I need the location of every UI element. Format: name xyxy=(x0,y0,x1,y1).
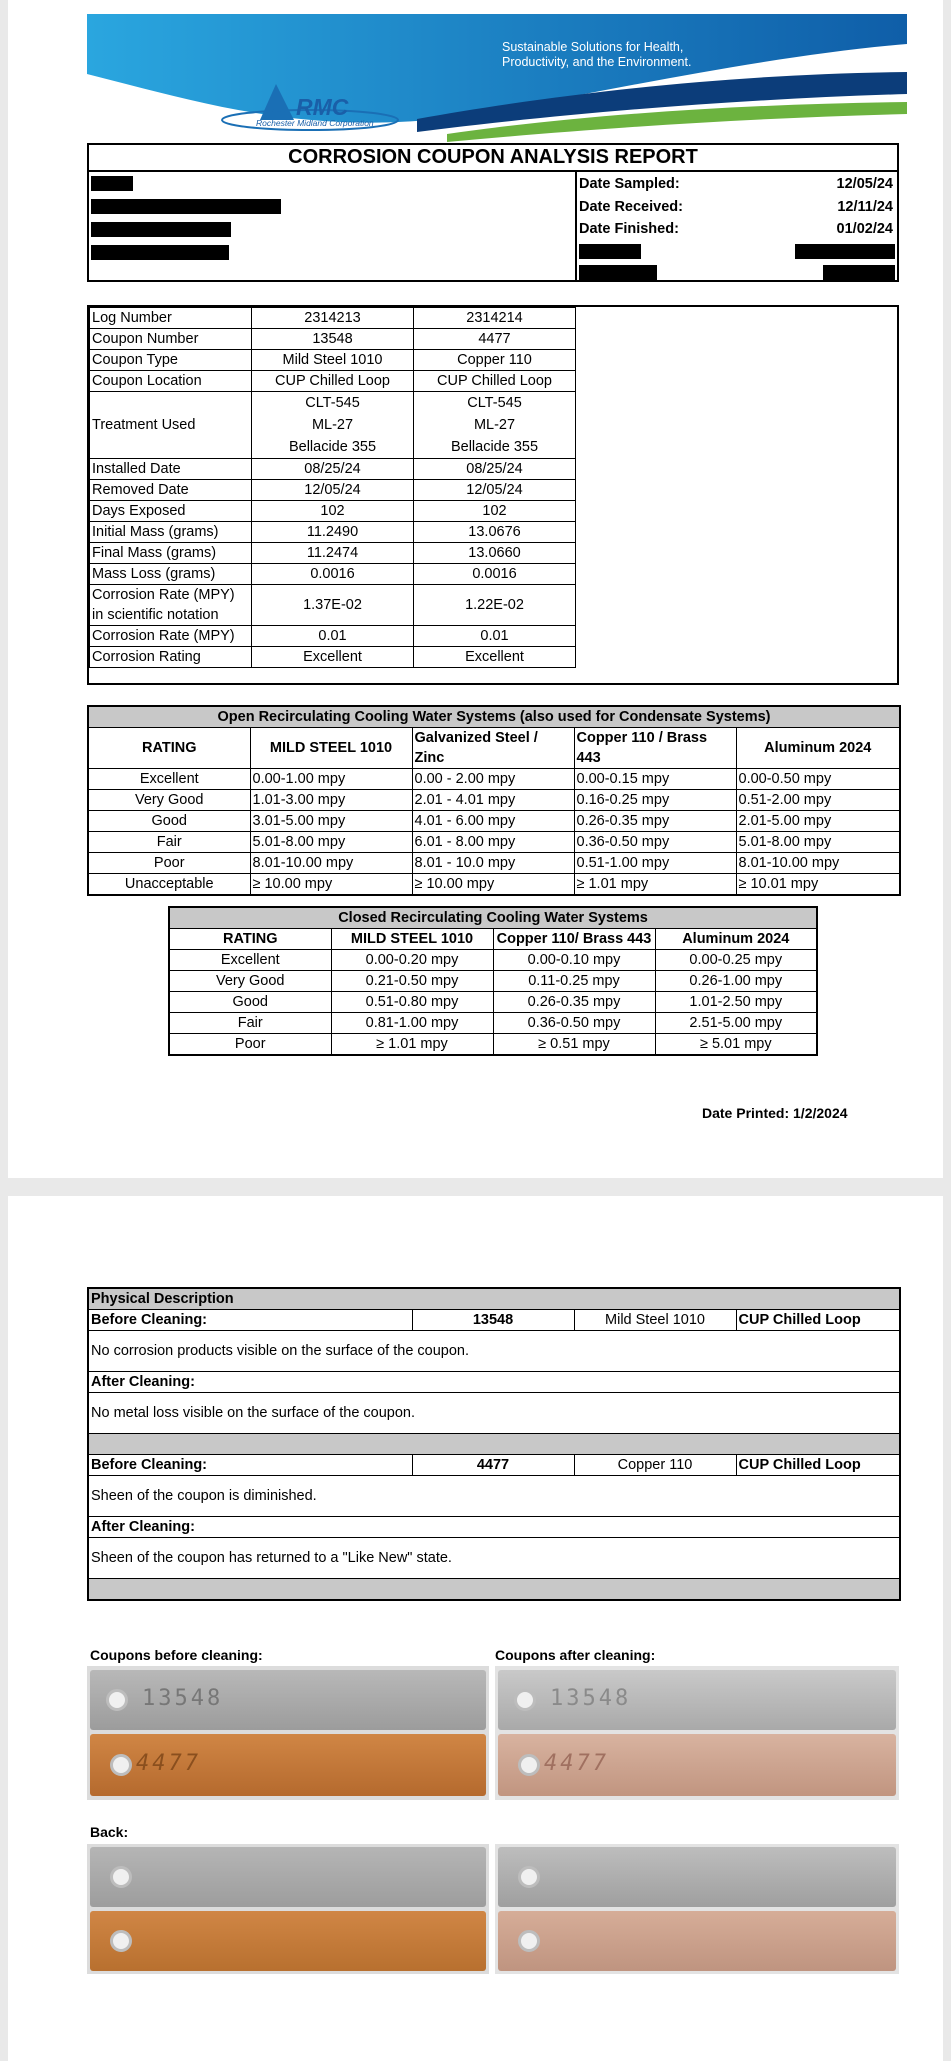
value-cell: 8.01-10.00 mpy xyxy=(250,853,412,874)
value-cell: 0.36-0.50 mpy xyxy=(574,832,736,853)
table-row xyxy=(88,853,900,874)
treatment-item: Bellacide 355 xyxy=(288,439,377,455)
mounting-hole-icon xyxy=(110,1930,132,1952)
date-finished-row xyxy=(579,218,893,241)
value-cell: 0.00-0.15 mpy xyxy=(574,769,736,790)
coupon-stamp: 13548 xyxy=(550,1686,632,1711)
tagline-line-2: Productivity, and the Environment. xyxy=(502,55,692,69)
column-header: MILD STEEL 1010 xyxy=(250,728,412,769)
coupons-after-photo xyxy=(495,1666,899,1800)
row-label: Installed Date xyxy=(90,459,252,480)
cell-coupon-a: 12/05/24 xyxy=(252,480,414,501)
column-header: Galvanized Steel / Zinc xyxy=(412,728,574,769)
table-row xyxy=(169,950,817,971)
treatment-item: ML-27 xyxy=(473,417,516,433)
coupons-back-after-photo xyxy=(495,1844,899,1974)
row-label: Initial Mass (grams) xyxy=(90,522,252,543)
table-row xyxy=(90,308,576,329)
table-row xyxy=(90,585,576,626)
report-title: CORROSION COUPON ANALYSIS REPORT xyxy=(89,145,897,172)
mounting-hole-icon xyxy=(106,1689,128,1711)
value-cell: 0.51-0.80 mpy xyxy=(331,992,493,1013)
before-photos-label: Coupons before cleaning: xyxy=(90,1647,263,1663)
value-cell: 0.00-0.20 mpy xyxy=(331,950,493,971)
gray-spacer xyxy=(88,1434,900,1455)
mounting-hole-icon xyxy=(110,1866,132,1888)
report-page-1 xyxy=(8,0,943,1178)
cell-coupon-b: 4477 xyxy=(414,329,576,350)
column-header: Aluminum 2024 xyxy=(655,929,817,950)
coupon-number: 4477 xyxy=(412,1455,574,1476)
rating-cell: Excellent xyxy=(88,769,250,790)
column-header: Copper 110/ Brass 443 xyxy=(493,929,655,950)
table-row xyxy=(90,350,576,371)
sci-label-2: in scientific notation xyxy=(92,607,219,623)
value-cell: ≥ 10.00 mpy xyxy=(412,874,574,896)
cell-coupon-b: 102 xyxy=(414,501,576,522)
redacted-block xyxy=(91,222,231,237)
coupon-stamp: 13548 xyxy=(142,1686,224,1711)
cell-coupon-a: 0.01 xyxy=(252,626,414,647)
value-cell: 5.01-8.00 mpy xyxy=(250,832,412,853)
table-row xyxy=(90,501,576,522)
before-description: Sheen of the coupon is diminished. xyxy=(88,1476,900,1517)
steel-coupon xyxy=(498,1847,896,1907)
value-cell: 1.01-2.50 mpy xyxy=(655,992,817,1013)
logo-subtext: Rochester Midland Corporation xyxy=(256,118,374,128)
cell-coupon-b: 12/05/24 xyxy=(414,480,576,501)
treatment-item: CLT-545 xyxy=(305,395,360,411)
cell-coupon-b: Copper 110 xyxy=(414,350,576,371)
mounting-hole-icon xyxy=(518,1754,540,1776)
date-finished-value: 01/02/24 xyxy=(836,221,893,237)
table-row xyxy=(90,459,576,480)
column-header: Aluminum 2024 xyxy=(736,728,900,769)
value-cell: ≥ 1.01 mpy xyxy=(574,874,736,896)
cell-coupon-a: 1.37E-02 xyxy=(252,585,414,626)
value-cell: 5.01-8.00 mpy xyxy=(736,832,900,853)
coupon-stamp: 4477 xyxy=(544,1751,609,1776)
after-description: Sheen of the coupon has returned to a "Like New" state. xyxy=(88,1538,900,1579)
rating-cell: Good xyxy=(169,992,331,1013)
redacted-block xyxy=(579,244,641,259)
table-title-row xyxy=(88,706,900,728)
value-cell: ≥ 0.51 mpy xyxy=(493,1034,655,1056)
logo-text: RMC xyxy=(296,94,349,120)
open-table-title: Open Recirculating Cooling Water Systems (also used for Condensate Systems) xyxy=(88,706,900,728)
redacted-block xyxy=(91,199,281,214)
coupon-data-box xyxy=(87,305,899,685)
treatment-item: ML-27 xyxy=(311,417,354,433)
table-row xyxy=(90,329,576,350)
coupon-location: CUP Chilled Loop xyxy=(736,1310,900,1331)
report-page-2 xyxy=(8,1196,943,2061)
treatment-item: CLT-545 xyxy=(467,395,522,411)
value-cell: 3.01-5.00 mpy xyxy=(250,811,412,832)
table-row xyxy=(88,1372,900,1393)
cell-coupon-a: Mild Steel 1010 xyxy=(252,350,414,371)
table-row xyxy=(88,1393,900,1434)
date-sampled-row xyxy=(579,173,893,196)
rating-cell: Excellent xyxy=(169,950,331,971)
cell-coupon-b: CUP Chilled Loop xyxy=(414,371,576,392)
row-label: Coupon Location xyxy=(90,371,252,392)
open-systems-table xyxy=(87,705,901,896)
value-cell: 8.01-10.00 mpy xyxy=(736,853,900,874)
value-cell: 2.01-5.00 mpy xyxy=(736,811,900,832)
row-label: Corrosion Rating xyxy=(90,647,252,668)
row-label: Coupon Type xyxy=(90,350,252,371)
header-divider xyxy=(575,170,577,280)
value-cell: 0.36-0.50 mpy xyxy=(493,1013,655,1034)
copper-coupon xyxy=(90,1911,486,1971)
cell-coupon-b: 13.0676 xyxy=(414,522,576,543)
redacted-block xyxy=(823,265,895,280)
rmc-logo xyxy=(220,76,410,134)
value-cell: ≥ 1.01 mpy xyxy=(331,1034,493,1056)
column-header: RATING xyxy=(88,728,250,769)
copper-coupon xyxy=(90,1734,486,1796)
after-cleaning-label: After Cleaning: xyxy=(88,1372,900,1393)
table-row xyxy=(90,392,576,459)
value-cell: 0.00-1.00 mpy xyxy=(250,769,412,790)
rating-cell: Very Good xyxy=(88,790,250,811)
mounting-hole-icon xyxy=(110,1754,132,1776)
gray-spacer xyxy=(88,1579,900,1601)
date-received-value: 12/11/24 xyxy=(837,198,893,215)
date-sampled-label: Date Sampled: xyxy=(579,176,680,192)
table-row xyxy=(90,564,576,585)
tagline-line-1: Sustainable Solutions for Health, xyxy=(502,40,684,54)
coupon-1-header-row xyxy=(88,1310,900,1331)
before-description: No corrosion products visible on the surface of the coupon. xyxy=(88,1331,900,1372)
coupons-back-before-photo xyxy=(87,1844,489,1974)
table-row xyxy=(88,790,900,811)
report-header-box xyxy=(87,143,899,282)
table-row xyxy=(88,1331,900,1372)
value-cell: ≥ 10.01 mpy xyxy=(736,874,900,896)
table-row xyxy=(169,992,817,1013)
coupon-stamp: 4477 xyxy=(136,1751,201,1776)
rating-cell: Fair xyxy=(169,1013,331,1034)
cell-treatment-b xyxy=(414,392,576,459)
before-cleaning-label: Before Cleaning: xyxy=(88,1310,412,1331)
table-row xyxy=(90,371,576,392)
sci-label-1: Corrosion Rate (MPY) xyxy=(92,587,235,603)
value-cell: 0.51-1.00 mpy xyxy=(574,853,736,874)
banner xyxy=(87,14,907,144)
cell-coupon-a: 102 xyxy=(252,501,414,522)
value-cell: 0.11-0.25 mpy xyxy=(493,971,655,992)
value-cell: 0.51-2.00 mpy xyxy=(736,790,900,811)
cell-coupon-a: 13548 xyxy=(252,329,414,350)
cell-coupon-b: 0.01 xyxy=(414,626,576,647)
after-cleaning-label: After Cleaning: xyxy=(88,1517,900,1538)
row-label: Corrosion Rate (MPY) xyxy=(90,626,252,647)
value-cell: ≥ 10.00 mpy xyxy=(250,874,412,896)
steel-coupon xyxy=(90,1847,486,1907)
before-cleaning-label: Before Cleaning: xyxy=(88,1455,412,1476)
closed-table-title: Closed Recirculating Cooling Water Systems xyxy=(169,907,817,929)
rating-cell: Very Good xyxy=(169,971,331,992)
cell-coupon-a: Excellent xyxy=(252,647,414,668)
cell-coupon-b: 2314214 xyxy=(414,308,576,329)
spacer-row xyxy=(88,1579,900,1601)
coupon-number: 13548 xyxy=(412,1310,574,1331)
value-cell: 0.00-0.10 mpy xyxy=(493,950,655,971)
table-row xyxy=(88,1538,900,1579)
mounting-hole-icon xyxy=(518,1866,540,1888)
table-row xyxy=(169,1013,817,1034)
table-row xyxy=(88,1517,900,1538)
table-row xyxy=(88,811,900,832)
coupons-before-photo xyxy=(87,1666,489,1800)
steel-coupon xyxy=(90,1670,486,1730)
value-cell: 2.51-5.00 mpy xyxy=(655,1013,817,1034)
coupon-data-table xyxy=(89,307,576,668)
rating-cell: Fair xyxy=(88,832,250,853)
coupon-type: Mild Steel 1010 xyxy=(574,1310,736,1331)
coupon-location: CUP Chilled Loop xyxy=(736,1455,900,1476)
table-row xyxy=(90,626,576,647)
value-cell: 2.01 - 4.01 mpy xyxy=(412,790,574,811)
treatment-item: Bellacide 355 xyxy=(450,439,539,455)
value-cell: 0.26-0.35 mpy xyxy=(493,992,655,1013)
value-cell: 0.26-1.00 mpy xyxy=(655,971,817,992)
row-label: Removed Date xyxy=(90,480,252,501)
banner-tagline xyxy=(502,40,691,70)
table-title-row xyxy=(169,907,817,929)
cell-coupon-a: 0.0016 xyxy=(252,564,414,585)
report-dates xyxy=(579,173,893,241)
date-sampled-value: 12/05/24 xyxy=(836,176,893,192)
cell-coupon-b: 1.22E-02 xyxy=(414,585,576,626)
date-printed: Date Printed: 1/2/2024 xyxy=(702,1105,848,1121)
redacted-block xyxy=(91,245,229,260)
cell-coupon-a: 11.2490 xyxy=(252,522,414,543)
value-cell: 0.26-0.35 mpy xyxy=(574,811,736,832)
value-cell: 8.01 - 10.0 mpy xyxy=(412,853,574,874)
table-row xyxy=(90,543,576,564)
row-label: Days Exposed xyxy=(90,501,252,522)
cell-coupon-a: 2314213 xyxy=(252,308,414,329)
cell-coupon-a: 11.2474 xyxy=(252,543,414,564)
copper-coupon xyxy=(498,1911,896,1971)
value-cell: 0.00 - 2.00 mpy xyxy=(412,769,574,790)
redacted-block xyxy=(795,244,895,259)
row-label: Treatment Used xyxy=(90,392,252,459)
table-row xyxy=(90,522,576,543)
date-finished-label: Date Finished: xyxy=(579,221,679,237)
row-label: Final Mass (grams) xyxy=(90,543,252,564)
closed-systems-table xyxy=(168,906,818,1056)
steel-coupon xyxy=(498,1670,896,1730)
value-cell: 0.16-0.25 mpy xyxy=(574,790,736,811)
rating-cell: Good xyxy=(88,811,250,832)
cell-coupon-b: 0.0016 xyxy=(414,564,576,585)
table-row xyxy=(90,480,576,501)
after-description: No metal loss visible on the surface of the coupon. xyxy=(88,1393,900,1434)
cell-coupon-b: 13.0660 xyxy=(414,543,576,564)
value-cell: 0.00-0.50 mpy xyxy=(736,769,900,790)
row-label: Log Number xyxy=(90,308,252,329)
value-cell: 6.01 - 8.00 mpy xyxy=(412,832,574,853)
rating-cell: Poor xyxy=(169,1034,331,1056)
value-cell: 0.81-1.00 mpy xyxy=(331,1013,493,1034)
after-photos-label: Coupons after cleaning: xyxy=(495,1647,656,1663)
table-row xyxy=(88,769,900,790)
redacted-block xyxy=(91,176,133,191)
value-cell: 0.21-0.50 mpy xyxy=(331,971,493,992)
table-row xyxy=(88,874,900,896)
redacted-block xyxy=(579,265,657,280)
table-row xyxy=(90,647,576,668)
table-row xyxy=(169,971,817,992)
date-received-label: Date Received: xyxy=(579,198,683,215)
physical-title: Physical Description xyxy=(88,1288,900,1310)
rating-cell: Poor xyxy=(88,853,250,874)
value-cell: 0.00-0.25 mpy xyxy=(655,950,817,971)
cell-coupon-b: 08/25/24 xyxy=(414,459,576,480)
value-cell: 1.01-3.00 mpy xyxy=(250,790,412,811)
column-header: RATING xyxy=(169,929,331,950)
table-header-row xyxy=(88,728,900,769)
row-label: Coupon Number xyxy=(90,329,252,350)
copper-coupon xyxy=(498,1734,896,1796)
value-cell: ≥ 5.01 mpy xyxy=(655,1034,817,1056)
coupon-2-header-row xyxy=(88,1455,900,1476)
spacer-row xyxy=(88,1434,900,1455)
mounting-hole-icon xyxy=(514,1689,536,1711)
row-label: Mass Loss (grams) xyxy=(90,564,252,585)
coupon-type: Copper 110 xyxy=(574,1455,736,1476)
table-row xyxy=(88,832,900,853)
date-received-row xyxy=(579,196,893,219)
column-header: Copper 110 / Brass 443 xyxy=(574,728,736,769)
rating-cell: Unacceptable xyxy=(88,874,250,896)
mounting-hole-icon xyxy=(518,1930,540,1952)
table-header-row xyxy=(169,929,817,950)
cell-coupon-a: CUP Chilled Loop xyxy=(252,371,414,392)
value-cell: 4.01 - 6.00 mpy xyxy=(412,811,574,832)
cell-treatment-a xyxy=(252,392,414,459)
column-header: MILD STEEL 1010 xyxy=(331,929,493,950)
cell-coupon-a: 08/25/24 xyxy=(252,459,414,480)
table-row xyxy=(169,1034,817,1056)
cell-coupon-b: Excellent xyxy=(414,647,576,668)
row-label xyxy=(90,585,252,626)
back-photos-label: Back: xyxy=(90,1824,129,1840)
table-row xyxy=(88,1476,900,1517)
physical-description-table xyxy=(87,1287,901,1601)
table-title-row xyxy=(88,1288,900,1310)
